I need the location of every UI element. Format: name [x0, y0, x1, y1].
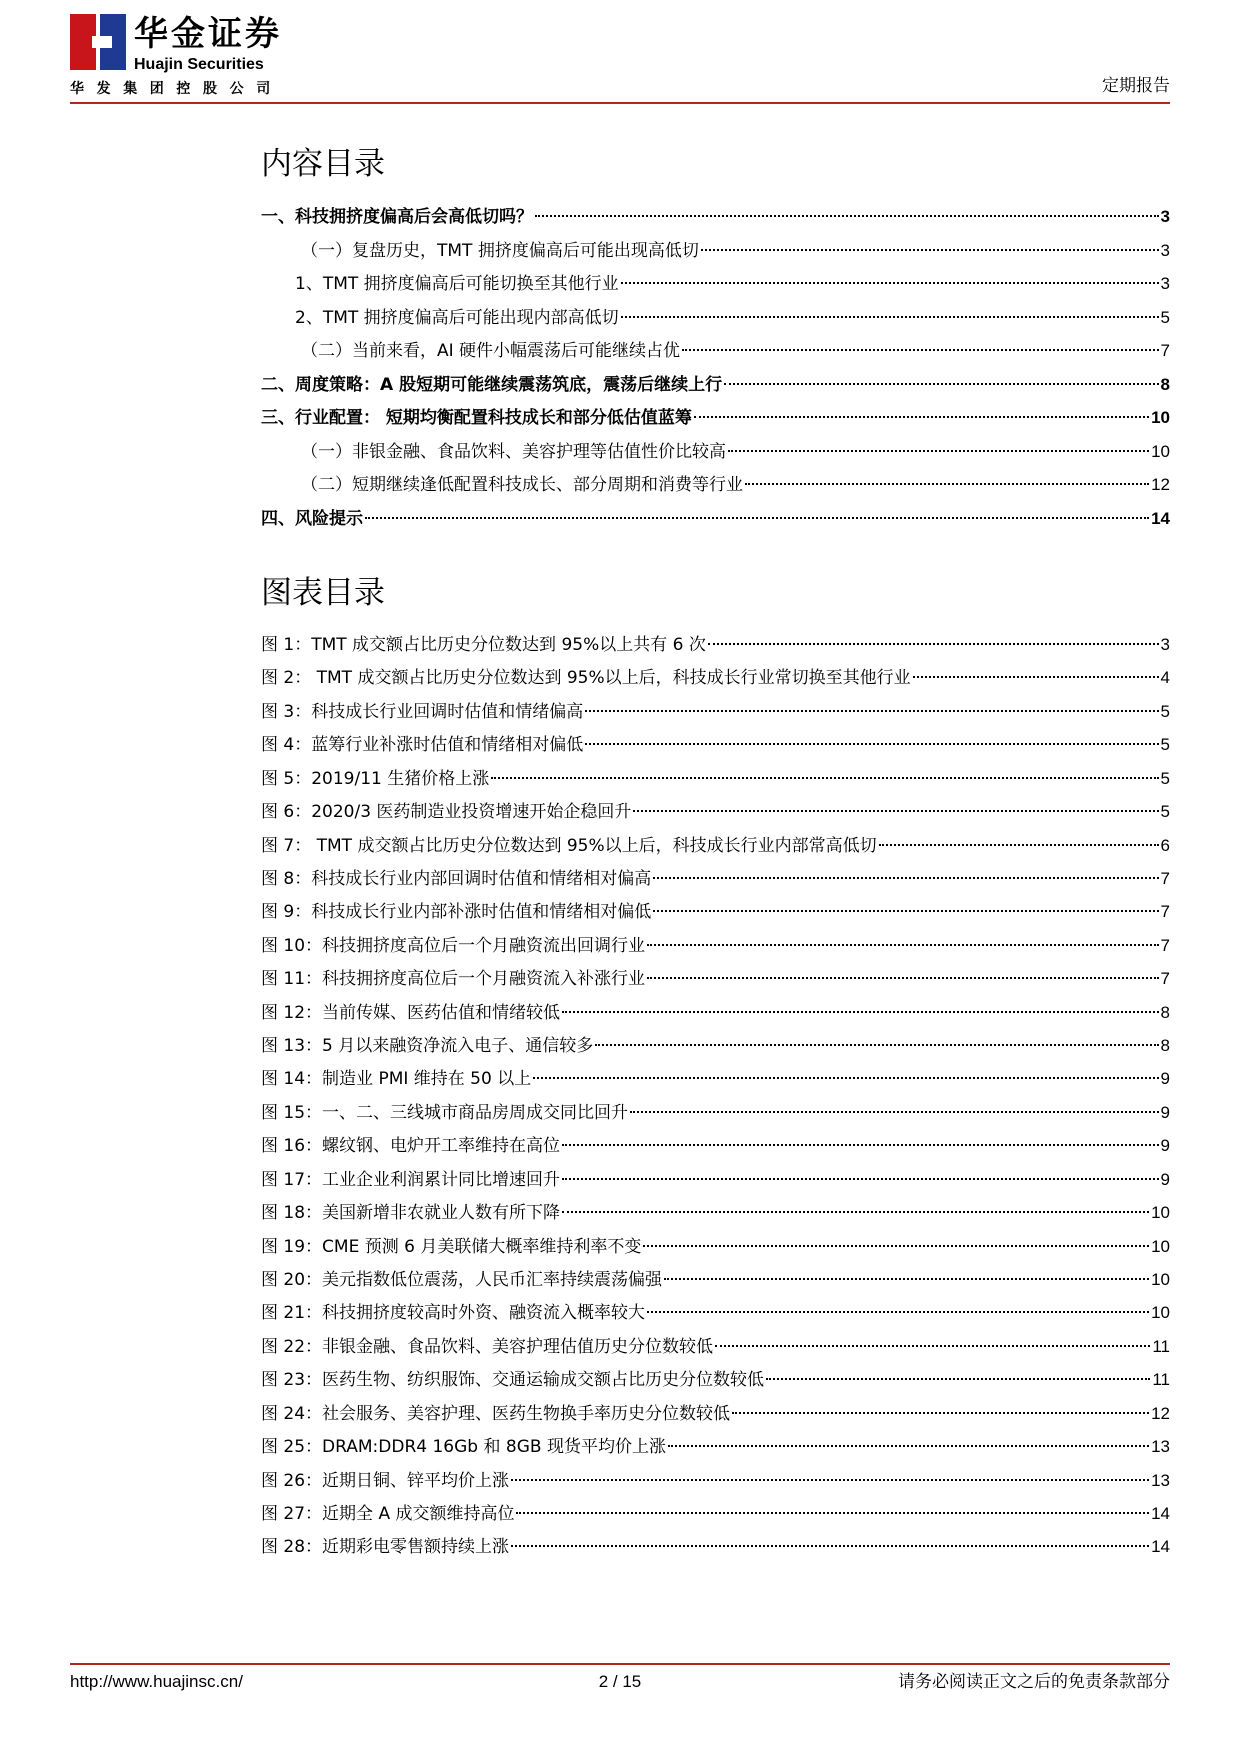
dot-leader: [913, 676, 1159, 678]
entry-page-number: 3: [1160, 635, 1170, 654]
entry-title: 一、科技拥挤度偏高后会高低切吗？: [261, 207, 533, 227]
toc-chapter-entry[interactable]: [261, 368, 1170, 402]
dot-leader: [585, 710, 1158, 712]
entry-title: 图 28：近期彩电零售额持续上涨: [261, 1537, 510, 1558]
entry-title: 图 25：DRAM:DDR4 16Gb 和 8GB 现货平均价上涨: [261, 1437, 666, 1458]
figure-list-entry[interactable]: [261, 1029, 1170, 1062]
entry-title: 图 7： TMT 成交额占比历史分位数达到 95%以上后，科技成长行业内部常高低切: [261, 835, 877, 856]
entry-page-number: 9: [1160, 1102, 1170, 1122]
toc-section-entry[interactable]: [261, 468, 1170, 502]
entry-page-number: 12: [1151, 475, 1170, 494]
dot-leader: [682, 349, 1158, 351]
entry-page-number: 5: [1160, 307, 1170, 327]
figure-list-entry[interactable]: [261, 962, 1170, 995]
dot-leader: [621, 316, 1159, 318]
entry-page-number: 12: [1151, 1403, 1170, 1423]
dot-leader: [595, 1044, 1158, 1046]
entry-title: 图 1：TMT 成交额占比历史分位数达到 95%以上共有 6 次: [261, 635, 706, 655]
figure-list-entry[interactable]: [261, 1430, 1170, 1463]
entry-page-number: 3: [1160, 274, 1170, 293]
entry-page-number: 7: [1160, 969, 1170, 989]
entry-title: （一）非银金融、食品饮料、美容护理等估值性价比较高: [301, 441, 726, 462]
entry-title: （一）复盘历史，TMT 拥挤度偏高后可能出现高低切: [301, 240, 699, 261]
page-header: [70, 14, 1170, 102]
entry-page-number: 8: [1160, 1002, 1170, 1022]
entry-title: 图 11：科技拥挤度高位后一个月融资流入补涨行业: [261, 969, 646, 990]
figure-list-entry[interactable]: [261, 628, 1170, 661]
dot-leader: [766, 1378, 1150, 1380]
dot-leader: [879, 844, 1159, 846]
toc-section-entry[interactable]: [261, 234, 1170, 268]
dot-leader: [668, 1445, 1149, 1447]
figure-list-entry[interactable]: [261, 795, 1170, 828]
entry-page-number: 10: [1151, 408, 1170, 427]
entry-page-number: 3: [1160, 240, 1170, 260]
entry-title: 三、行业配置： 短期均衡配置科技成长和部分低估值蓝筹: [261, 408, 692, 428]
figure-list-entry[interactable]: [261, 1296, 1170, 1329]
figure-list-entry[interactable]: [261, 1163, 1170, 1196]
dot-leader: [664, 1278, 1149, 1280]
dot-leader: [715, 1345, 1150, 1347]
dot-leader: [647, 1311, 1149, 1313]
dot-leader: [708, 643, 1159, 645]
toc-section-entry[interactable]: [261, 334, 1170, 368]
dot-leader: [511, 1479, 1149, 1481]
contents-title: 内容目录: [261, 146, 385, 182]
entry-page-number: 5: [1160, 735, 1170, 755]
figure-list-entry[interactable]: [261, 1397, 1170, 1430]
dot-leader: [643, 1245, 1149, 1247]
entry-title: 二、周度策略：A 股短期可能继续震荡筑底，震荡后继续上行: [261, 374, 723, 395]
entry-title: 图 3：科技成长行业回调时估值和情绪偏高: [261, 701, 584, 722]
entry-title: 图 2： TMT 成交额占比历史分位数达到 95%以上后，科技成长行业常切换至其他行业: [261, 668, 911, 689]
entry-page-number: 7: [1160, 341, 1170, 360]
entry-title: 图 26：近期日铜、锌平均价上涨: [261, 1470, 510, 1491]
entry-title: （二）当前来看，AI 硬件小幅震荡后可能继续占优: [301, 341, 681, 361]
figure-list-entry[interactable]: [261, 1497, 1170, 1530]
entry-page-number: 8: [1160, 374, 1170, 394]
figure-list-entry[interactable]: [261, 661, 1170, 694]
entry-title: 图 8：科技成长行业内部回调时估值和情绪相对偏高: [261, 868, 652, 889]
figure-list-entry[interactable]: [261, 728, 1170, 761]
figures-title: 图表目录: [261, 575, 385, 611]
entry-title: 图 20：美元指数低位震荡，人民币汇率持续震荡偏强: [261, 1270, 663, 1291]
toc-subsection-entry[interactable]: [261, 267, 1170, 301]
figure-list-entry[interactable]: [261, 1230, 1170, 1263]
entry-page-number: 14: [1151, 1537, 1170, 1557]
entry-page-number: 10: [1151, 1303, 1170, 1323]
figure-list-entry[interactable]: [261, 762, 1170, 795]
page-indicator: 2 / 15: [598, 1672, 642, 1691]
entry-title: 图 5：2019/11 生猪价格上涨: [261, 768, 490, 789]
entry-page-number: 9: [1160, 1169, 1170, 1189]
entry-title: 图 17：工业企业利润累计同比增速回升: [261, 1169, 561, 1190]
entry-page-number: 5: [1160, 768, 1170, 788]
entry-page-number: 5: [1160, 701, 1170, 721]
entry-page-number: 9: [1160, 1069, 1170, 1089]
entry-page-number: 5: [1160, 802, 1170, 822]
figure-list-entry[interactable]: [261, 1263, 1170, 1296]
dot-leader: [745, 483, 1149, 485]
dot-leader: [562, 1011, 1158, 1013]
dot-leader: [562, 1178, 1158, 1180]
figure-list-entry[interactable]: [261, 1129, 1170, 1162]
entry-title: 图 9：科技成长行业内部补涨时估值和情绪相对偏低: [261, 902, 652, 923]
entry-title: 图 27：近期全 A 成交额维持高位: [261, 1503, 515, 1524]
entry-title: 四、风险提示: [261, 508, 363, 529]
entry-page-number: 11: [1152, 1370, 1170, 1390]
entry-title: （二）短期继续逢低配置科技成长、部分周期和消费等行业: [301, 475, 743, 495]
entry-page-number: 8: [1160, 1036, 1170, 1056]
logo-english-name: Huajin Securities: [134, 56, 264, 73]
entry-title: 图 13：5 月以来融资净流入电子、通信较多: [261, 1036, 594, 1057]
figure-list-entry[interactable]: [261, 862, 1170, 895]
dot-leader: [621, 282, 1159, 284]
huajin-logo-icon: [70, 14, 126, 70]
entry-page-number: 4: [1160, 668, 1170, 688]
entry-title: 图 22：非银金融、食品饮料、美容护理估值历史分位数较低: [261, 1336, 714, 1357]
figure-list-entry[interactable]: [261, 1363, 1170, 1396]
dot-leader: [647, 977, 1158, 979]
figure-list-entry[interactable]: [261, 929, 1170, 962]
entry-page-number: 13: [1151, 1470, 1170, 1490]
toc-section-entry[interactable]: [261, 435, 1170, 469]
entry-title: 图 21：科技拥挤度较高时外资、融资流入概率较大: [261, 1303, 646, 1324]
dot-leader: [491, 777, 1158, 779]
dot-leader: [562, 1144, 1158, 1146]
dot-leader: [511, 1545, 1149, 1547]
dot-leader: [701, 249, 1159, 251]
entry-page-number: 7: [1160, 902, 1170, 922]
footer-website-link[interactable]: http://www.huajinsc.cn/: [70, 1672, 243, 1691]
figure-list-entry[interactable]: [261, 996, 1170, 1029]
dot-leader: [533, 1077, 1158, 1079]
contents-list: [261, 200, 1170, 535]
dot-leader: [630, 1111, 1158, 1113]
toc-chapter-entry[interactable]: [261, 200, 1170, 234]
footer-divider: [70, 1663, 1170, 1665]
dot-leader: [535, 215, 1159, 217]
figure-list-entry[interactable]: [261, 1196, 1170, 1229]
entry-page-number: 14: [1151, 508, 1170, 528]
entry-title: 图 23：医药生物、纺织服饰、交通运输成交额占比历史分位数较低: [261, 1370, 765, 1391]
entry-title: 1、TMT 拥挤度偏高后可能切换至其他行业: [295, 274, 619, 294]
figure-list-entry[interactable]: [261, 1330, 1170, 1363]
entry-page-number: 7: [1160, 868, 1170, 888]
entry-page-number: 9: [1160, 1136, 1170, 1156]
header-divider: [70, 102, 1170, 104]
dot-leader: [728, 450, 1149, 452]
dot-leader: [653, 877, 1158, 879]
figures-list: [261, 628, 1170, 1564]
entry-page-number: 10: [1151, 1270, 1170, 1290]
entry-title: 图 19：CME 预测 6 月美联储大概率维持利率不变: [261, 1236, 642, 1257]
dot-leader: [694, 416, 1149, 418]
entry-title: 图 18：美国新增非农就业人数有所下降: [261, 1203, 561, 1224]
toc-subsection-entry[interactable]: [261, 301, 1170, 335]
dot-leader: [562, 1211, 1149, 1213]
entry-title: 图 12：当前传媒、医药估值和情绪较低: [261, 1002, 561, 1023]
dot-leader: [647, 944, 1158, 946]
report-type-label: 定期报告: [1102, 76, 1170, 96]
entry-title: 图 14：制造业 PMI 维持在 50 以上: [261, 1069, 532, 1090]
figure-list-entry[interactable]: [261, 895, 1170, 928]
entry-title: 图 16：螺纹钢、电炉开工率维持在高位: [261, 1136, 561, 1157]
logo-chinese-name: 华金证券: [134, 14, 282, 54]
entry-page-number: 13: [1151, 1437, 1170, 1457]
entry-page-number: 3: [1160, 207, 1170, 226]
toc-chapter-entry[interactable]: [261, 502, 1170, 536]
group-name: 华发集团控股公司: [70, 81, 283, 97]
figure-list-entry[interactable]: [261, 1096, 1170, 1129]
entry-title: 图 4：蓝筹行业补涨时估值和情绪相对偏低: [261, 735, 584, 756]
figure-list-entry[interactable]: [261, 695, 1170, 728]
dot-leader: [653, 910, 1158, 912]
entry-page-number: 10: [1151, 1203, 1170, 1223]
entry-page-number: 7: [1160, 935, 1170, 955]
figure-list-entry[interactable]: [261, 1530, 1170, 1563]
figure-list-entry[interactable]: [261, 829, 1170, 862]
dot-leader: [516, 1512, 1149, 1514]
entry-page-number: 10: [1151, 1236, 1170, 1256]
toc-chapter-entry[interactable]: [261, 401, 1170, 435]
dot-leader: [633, 810, 1158, 812]
entry-page-number: 6: [1160, 835, 1170, 855]
entry-page-number: 11: [1152, 1336, 1170, 1356]
entry-page-number: 10: [1151, 441, 1170, 461]
entry-title: 图 15：一、二、三线城市商品房周成交同比回升: [261, 1102, 629, 1123]
dot-leader: [732, 1412, 1149, 1414]
entry-title: 图 24：社会服务、美容护理、医药生物换手率历史分位数较低: [261, 1403, 731, 1424]
entry-page-number: 14: [1151, 1503, 1170, 1523]
entry-title: 图 10：科技拥挤度高位后一个月融资流出回调行业: [261, 935, 646, 956]
figure-list-entry[interactable]: [261, 1464, 1170, 1497]
dot-leader: [365, 517, 1149, 519]
entry-title: 图 6：2020/3 医药制造业投资增速开始企稳回升: [261, 802, 632, 823]
dot-leader: [585, 743, 1158, 745]
entry-title: 2、TMT 拥挤度偏高后可能出现内部高低切: [295, 307, 619, 328]
dot-leader: [724, 383, 1158, 385]
figure-list-entry[interactable]: [261, 1062, 1170, 1095]
footer-disclaimer: 请务必阅读正文之后的免责条款部分: [898, 1672, 1170, 1692]
